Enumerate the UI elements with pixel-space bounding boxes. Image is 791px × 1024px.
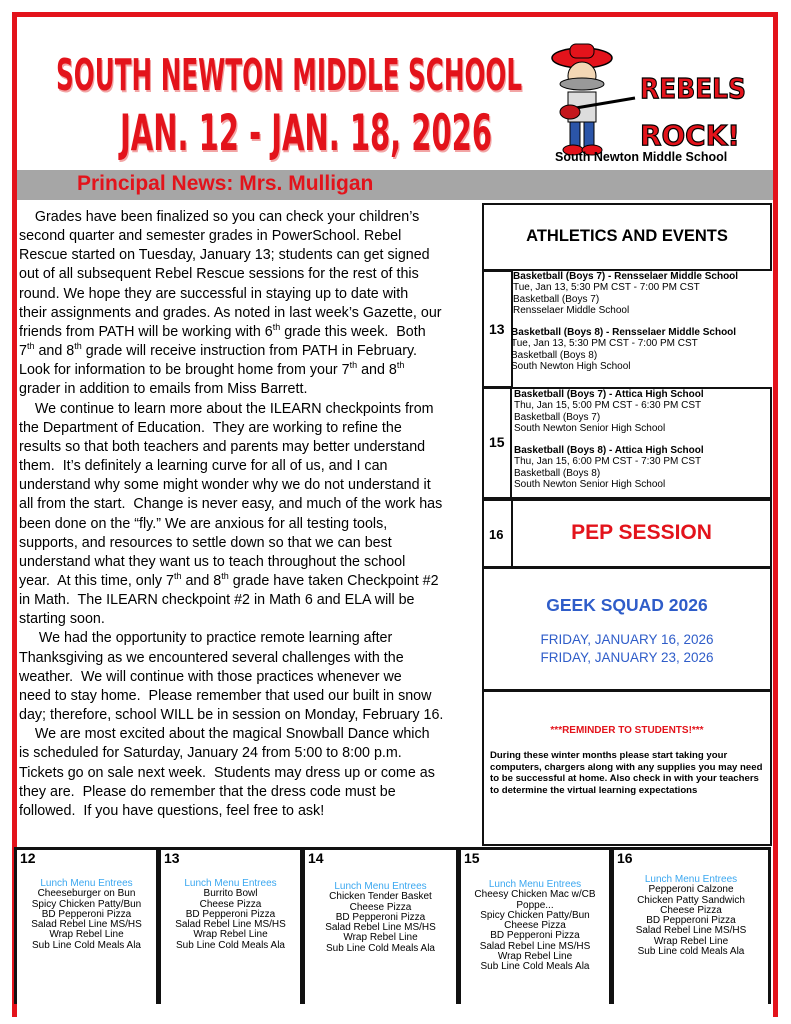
lunch-item: Salad Rebel Line MS/HS <box>325 922 436 934</box>
events-day-15 <box>510 387 772 499</box>
reminder-title: ***REMINDER TO STUDENTS!*** <box>550 725 704 736</box>
lunch-item: Cheese Pizza <box>504 920 566 932</box>
lunch-item: Sub Line Cold Meals Ala <box>176 939 285 951</box>
text-segment: Tickets go on sale next week. Students may dress up or come as <box>19 764 435 781</box>
logo-text-rebels: REBELS <box>640 72 746 105</box>
lunch-day-cell <box>302 847 459 1004</box>
principal-article <box>19 208 481 821</box>
text-segment: their assignments and grades. As noted in last week’s Gazette, our <box>19 304 442 321</box>
events-day-13 <box>513 271 738 372</box>
text-segment: We had the opportunity to practice remote learning after <box>19 630 393 647</box>
superscript: th <box>272 322 281 333</box>
lunch-day-number: 15 <box>464 850 480 866</box>
article-line <box>19 591 481 610</box>
article-line <box>19 706 481 725</box>
text-segment: understand what they want us to teach throughout the school <box>19 553 406 570</box>
text-segment: friends from PATH will be working with 6 <box>19 323 273 340</box>
athletics-header-box <box>482 203 772 271</box>
text-segment: need to stay home. Please remember that used our built in snow <box>19 687 432 704</box>
article-line <box>19 783 481 802</box>
text-segment: grader in addition to emails from Miss Barrett. <box>19 381 308 398</box>
article-line <box>19 649 481 668</box>
text-segment: them. It’s definitely a learning curve for all of us, and I can <box>19 458 388 475</box>
lunch-day-cell <box>158 847 303 1004</box>
lunch-item: BD Pepperoni Pizza <box>185 908 276 920</box>
text-segment: and 8 <box>34 343 75 360</box>
lunch-item: Sub Line Cold Meals Ala <box>32 939 141 951</box>
lunch-item: Wrap Rebel Line <box>193 929 268 941</box>
text-segment: results so that both teachers and parents may better understand <box>19 438 426 455</box>
lunch-item: Cheeseburger on Bun <box>37 888 136 900</box>
text-segment: Grades have been finalized so you can check your children’s <box>19 209 420 225</box>
lunch-day-cell <box>14 847 159 1004</box>
geek-squad-box <box>482 567 772 691</box>
lunch-item: Poppe... <box>516 899 554 911</box>
text-segment: all from the start. Change is never easy, and much of the work has <box>19 496 443 513</box>
day-cell-16 <box>482 499 513 568</box>
section-header-bar <box>17 170 773 200</box>
text-segment: We continue to learn more about the ILEARN checkpoints from <box>19 400 434 417</box>
lunch-item: BD Pepperoni Pizza <box>490 930 580 942</box>
lunch-heading: Lunch Menu Entrees <box>184 878 277 889</box>
article-line <box>19 610 481 629</box>
pep-session-box <box>511 499 772 568</box>
lunch-item: Cheese Pizza <box>349 901 412 913</box>
article-line <box>19 227 481 246</box>
reminder-body: During these winter months please start taking your computers, chargers along with any supplies you may need to be successful at home. Also check in with your teachers to determine the virtual learning expectations <box>490 750 763 796</box>
article-line <box>19 323 481 342</box>
text-segment: year. At this time, only 7 <box>19 572 174 589</box>
date-range-title: JAN. 12 - JAN. 18, 2026 <box>120 104 493 162</box>
reminder-box <box>482 690 772 846</box>
lunch-item: Wrap Rebel Line <box>653 935 729 947</box>
text-segment: followed. If you have questions, feel free to ask! <box>19 802 325 819</box>
article-line <box>19 515 481 534</box>
article-line <box>19 764 481 783</box>
article-line <box>19 400 481 419</box>
article-line <box>19 457 481 476</box>
lunch-day-number: 12 <box>20 850 36 866</box>
lunch-heading: Lunch Menu Entrees <box>334 881 427 892</box>
article-line <box>19 304 481 323</box>
article-line <box>19 265 481 284</box>
text-segment: is scheduled for Saturday, January 24 from 5:00 to 8:00 p.m. <box>19 745 402 762</box>
lunch-item: Spicy Chicken Patty/Bun <box>31 898 142 910</box>
lunch-item: BD Pepperoni Pizza <box>335 911 426 923</box>
lunch-day-number: 14 <box>308 850 324 866</box>
lunch-item: Sub Line Cold Meals Ala <box>326 942 435 954</box>
school-title: SOUTH NEWTON MIDDLE SCHOOL <box>56 50 523 101</box>
text-segment: out of all subsequent Rebel Rescue sessions for the rest of this <box>19 266 419 283</box>
text-segment: they are. Please do remember that the dress code must be <box>19 783 396 800</box>
athletics-title: ATHLETICS AND EVENTS <box>526 227 728 245</box>
lunch-item: Chicken Tender Basket <box>329 891 432 903</box>
event: Basketball (Boys 8) - Rensselaer Middle School Tue, Jan 13, 5:30 PM CST - 7:00 PM CST Basketball (Boys 8) South Newton High School <box>511 327 737 373</box>
lunch-item: Salad Rebel Line MS/HS <box>31 919 142 931</box>
lunch-heading: Lunch Menu Entrees <box>488 879 582 890</box>
lunch-item: BD Pepperoni Pizza <box>41 908 132 920</box>
lunch-heading: Lunch Menu Entrees <box>40 878 133 889</box>
geek-squad-title: GEEK SQUAD 2026 <box>546 595 708 615</box>
text-segment: understand why some might wonder why we do not understand it <box>19 477 431 494</box>
text-segment: weather. We will continue with those practices whenever we <box>19 668 402 685</box>
text-segment: second quarter and semester grades in PowerSchool. Rebel <box>19 228 402 245</box>
article-line <box>19 361 481 380</box>
article-line <box>19 802 481 821</box>
event: Basketball (Boys 7) - Attica High School Thu, Jan 15, 5:00 PM CST - 6:30 PM CST Basketball (Boys 7) South Newton Senior High School <box>514 389 704 434</box>
article-line <box>19 495 481 514</box>
superscript: th <box>349 360 358 371</box>
lunch-item: Sub Line Cold Meals Ala <box>480 961 590 973</box>
article-line <box>19 476 481 495</box>
lunch-item: Cheese Pizza <box>660 904 722 916</box>
article-line <box>19 419 481 438</box>
lunch-item: Burrito Bowl <box>203 888 258 900</box>
lunch-item: Sub Line cold Meals Ala <box>637 946 745 958</box>
text-segment: been done on the “fly.” We are anxious for all testing tools, <box>19 515 388 532</box>
lunch-item: Wrap Rebel Line <box>49 929 124 941</box>
article-line <box>19 285 481 304</box>
article-line <box>19 534 481 553</box>
text-segment: the Department of Education. They are working to refine the <box>19 419 402 436</box>
lunch-item: Cheesy Chicken Mac w/CB <box>474 889 596 901</box>
mascot-icon <box>552 44 635 155</box>
article-line <box>19 629 481 648</box>
lunch-item: BD Pepperoni Pizza <box>646 915 736 927</box>
superscript: th <box>173 571 182 582</box>
day-cell-13 <box>482 270 513 388</box>
article-line <box>19 687 481 706</box>
pep-session-label: PEP SESSION <box>571 521 712 544</box>
lunch-day-number: 16 <box>617 850 633 866</box>
lunch-day-number: 13 <box>164 850 180 866</box>
day-number: 16 <box>489 527 504 542</box>
article-line <box>19 246 481 265</box>
geek-squad-date: FRIDAY, JANUARY 16, 2026 <box>540 632 714 647</box>
lunch-item: Pepperoni Calzone <box>648 884 734 896</box>
text-segment: grade have taken Checkpoint #2 <box>228 572 439 589</box>
lunch-item: Chicken Patty Sandwich <box>637 894 745 906</box>
day-number: 13 <box>489 321 505 337</box>
lunch-day-cell <box>458 847 612 1004</box>
text-segment: and 8 <box>181 572 222 589</box>
text-segment: Thanksgiving as we encountered several challenges with the <box>19 649 404 666</box>
superscript: th <box>221 571 229 582</box>
lunch-item: Spicy Chicken Patty/Bun <box>480 909 590 921</box>
superscript: th <box>74 341 82 352</box>
article-line <box>19 572 481 591</box>
superscript: th <box>396 360 405 371</box>
text-segment: round. We hope they are successful in staying up to date with <box>19 285 409 302</box>
text-segment: day; therefore, school WILL be in session on Monday, February 16. <box>19 707 444 724</box>
article-line <box>19 380 481 399</box>
text-segment: 7 <box>19 343 27 360</box>
article-line <box>19 744 481 763</box>
text-segment: Look for information to be brought home from your 7 <box>19 362 350 379</box>
text-segment: grade will receive instruction from PATH in February. <box>81 343 418 360</box>
lunch-item: Wrap Rebel Line <box>343 932 418 944</box>
article-line <box>19 342 481 361</box>
section-title: Principal News: Mrs. Mulligan <box>77 172 374 195</box>
day-cell-15 <box>482 387 512 499</box>
article-line <box>19 553 481 572</box>
text-segment: supports, and resources to settle down so that we can best <box>19 534 392 551</box>
text-segment: grade this week. Both <box>280 323 426 340</box>
lunch-item: Salad Rebel Line MS/HS <box>635 925 747 937</box>
text-segment: Rescue started on Tuesday, January 13; students can get signed <box>19 247 430 264</box>
article-line <box>19 668 481 687</box>
text-segment: in Math. The ILEARN checkpoint #2 in Math 6 and ELA will be <box>19 592 415 609</box>
article-line <box>19 725 481 744</box>
article-line <box>19 438 481 457</box>
lunch-item: Salad Rebel Line MS/HS <box>175 919 286 931</box>
lunch-day-cell <box>611 847 771 1004</box>
lunch-item: Salad Rebel Line MS/HS <box>479 940 591 952</box>
article-line <box>19 208 481 227</box>
lunch-item: Cheese Pizza <box>199 898 262 910</box>
text-segment: and 8 <box>357 362 397 379</box>
text-segment: starting soon. <box>19 611 105 628</box>
rebels-rock-logo <box>540 40 750 168</box>
lunch-item: Wrap Rebel Line <box>497 951 573 963</box>
superscript: th <box>26 341 35 352</box>
lunch-heading: Lunch Menu Entrees <box>644 874 738 885</box>
day-number: 15 <box>489 434 505 450</box>
logo-text-rock: ROCK! <box>640 119 740 152</box>
text-segment: We are most excited about the magical Snowball Dance which <box>19 726 430 743</box>
geek-squad-date: FRIDAY, JANUARY 23, 2026 <box>540 650 714 665</box>
event: Basketball (Boys 7) - Rensselaer Middle School Tue, Jan 13, 5:30 PM CST - 7:00 PM CST Basketball (Boys 7) Rensselaer Middle School <box>513 271 739 316</box>
logo-caption: South Newton Middle School <box>555 150 728 164</box>
event: Basketball (Boys 8) - Attica High School Thu, Jan 15, 6:00 PM CST - 7:30 PM CST Basketball (Boys 8) South Newton Senior High School <box>514 445 704 491</box>
